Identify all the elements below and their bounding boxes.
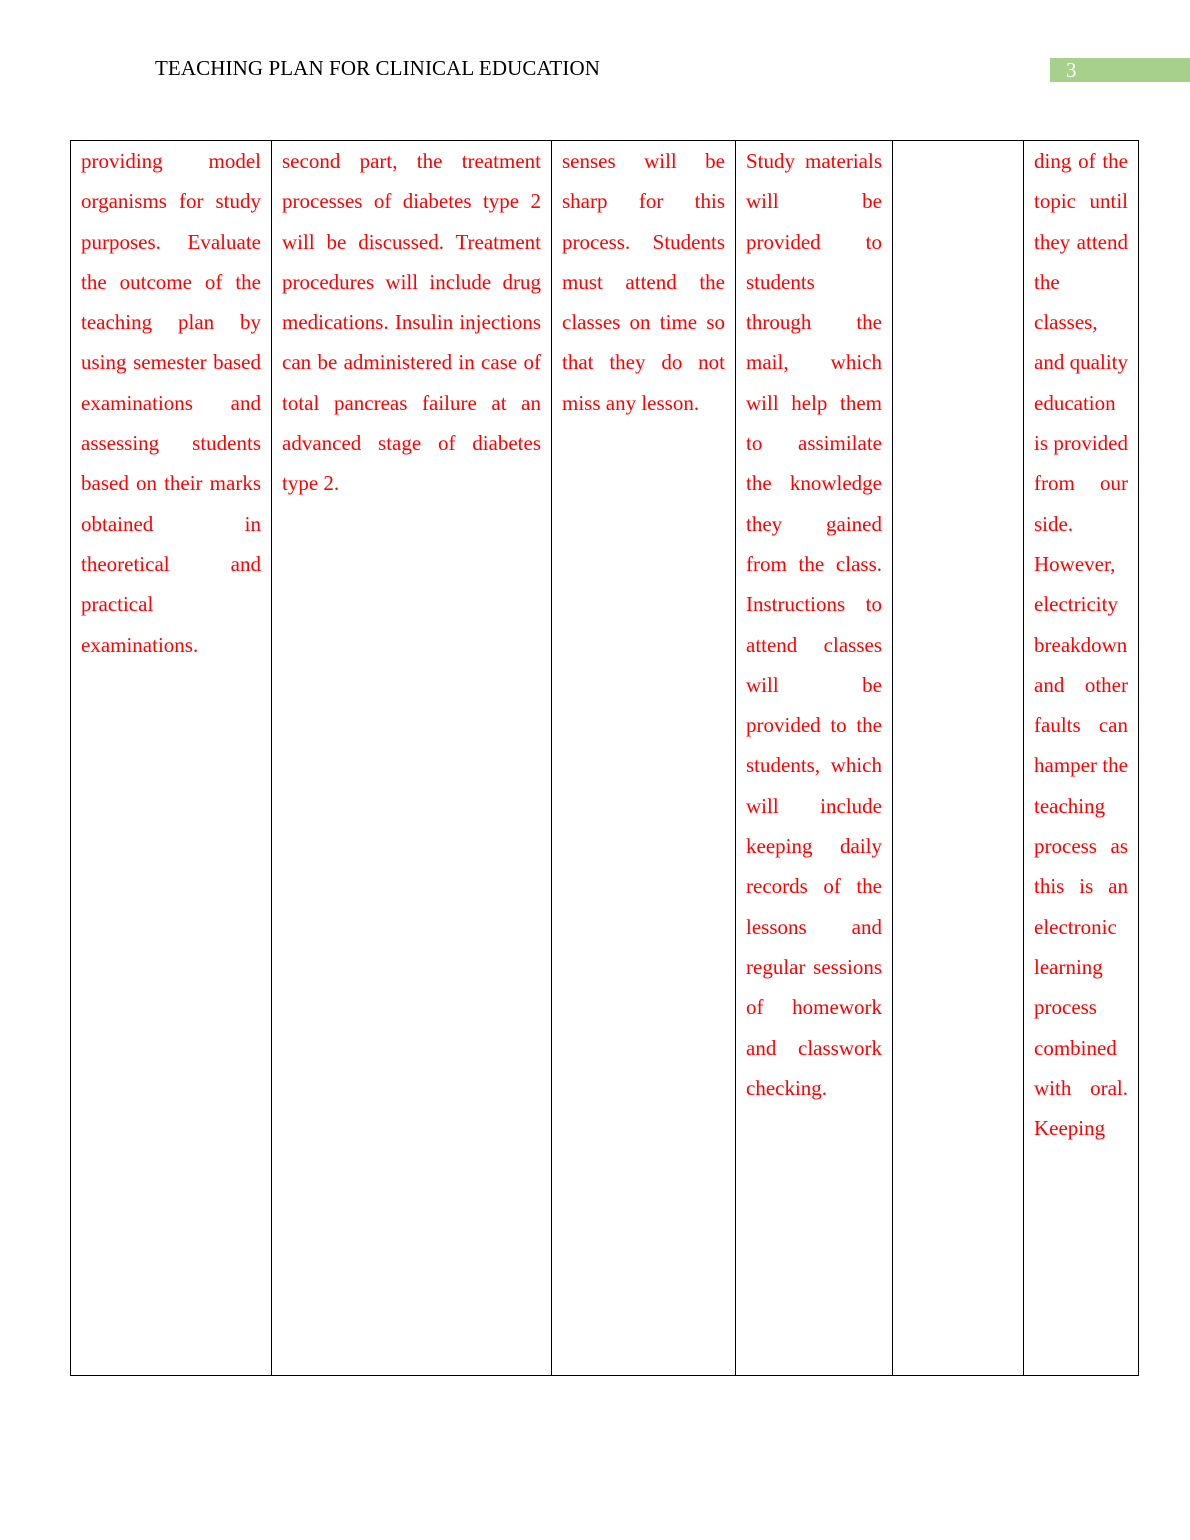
table-cell-study-materials: Study materials will be provided to students through the mail, which will help them to assimilate the knowledge they gained from the class. Instructions to attend classes will be provided to the students, which will include keeping daily records of the lessons and regular sessions of homework and classwork checking. <box>736 141 893 1376</box>
table-cell-empty <box>893 141 1024 1376</box>
table-cell-attendance: senses will be sharp for this process. Students must attend the classes on time so that they do not miss any lesson. <box>552 141 736 1376</box>
page-number: 3 <box>1050 58 1190 82</box>
table-cell-challenges: ding of the topic until they attend the classes, and quality education is provided from our side. However, electricity breakdown and other faults can hamper the teaching process as this is an electronic learning process combined with oral. Keeping <box>1024 141 1139 1376</box>
running-head-title: TEACHING PLAN FOR CLINICAL EDUCATION <box>155 56 600 80</box>
table-row <box>71 141 1139 1376</box>
teaching-plan-table <box>70 140 1139 1376</box>
table-cell-evaluation: providing model organisms for study purposes. Evaluate the outcome of the teaching plan by using semester based examinations and assessing students based on their marks obtained in theoretical and practical examinations. <box>71 141 272 1376</box>
table-cell-treatment: second part, the treatment processes of diabetes type 2 will be discussed. Treatment procedures will include drug medications. Insulin injections can be administered in case of total pancreas failure at an advanced stage of diabetes type 2. <box>272 141 552 1376</box>
